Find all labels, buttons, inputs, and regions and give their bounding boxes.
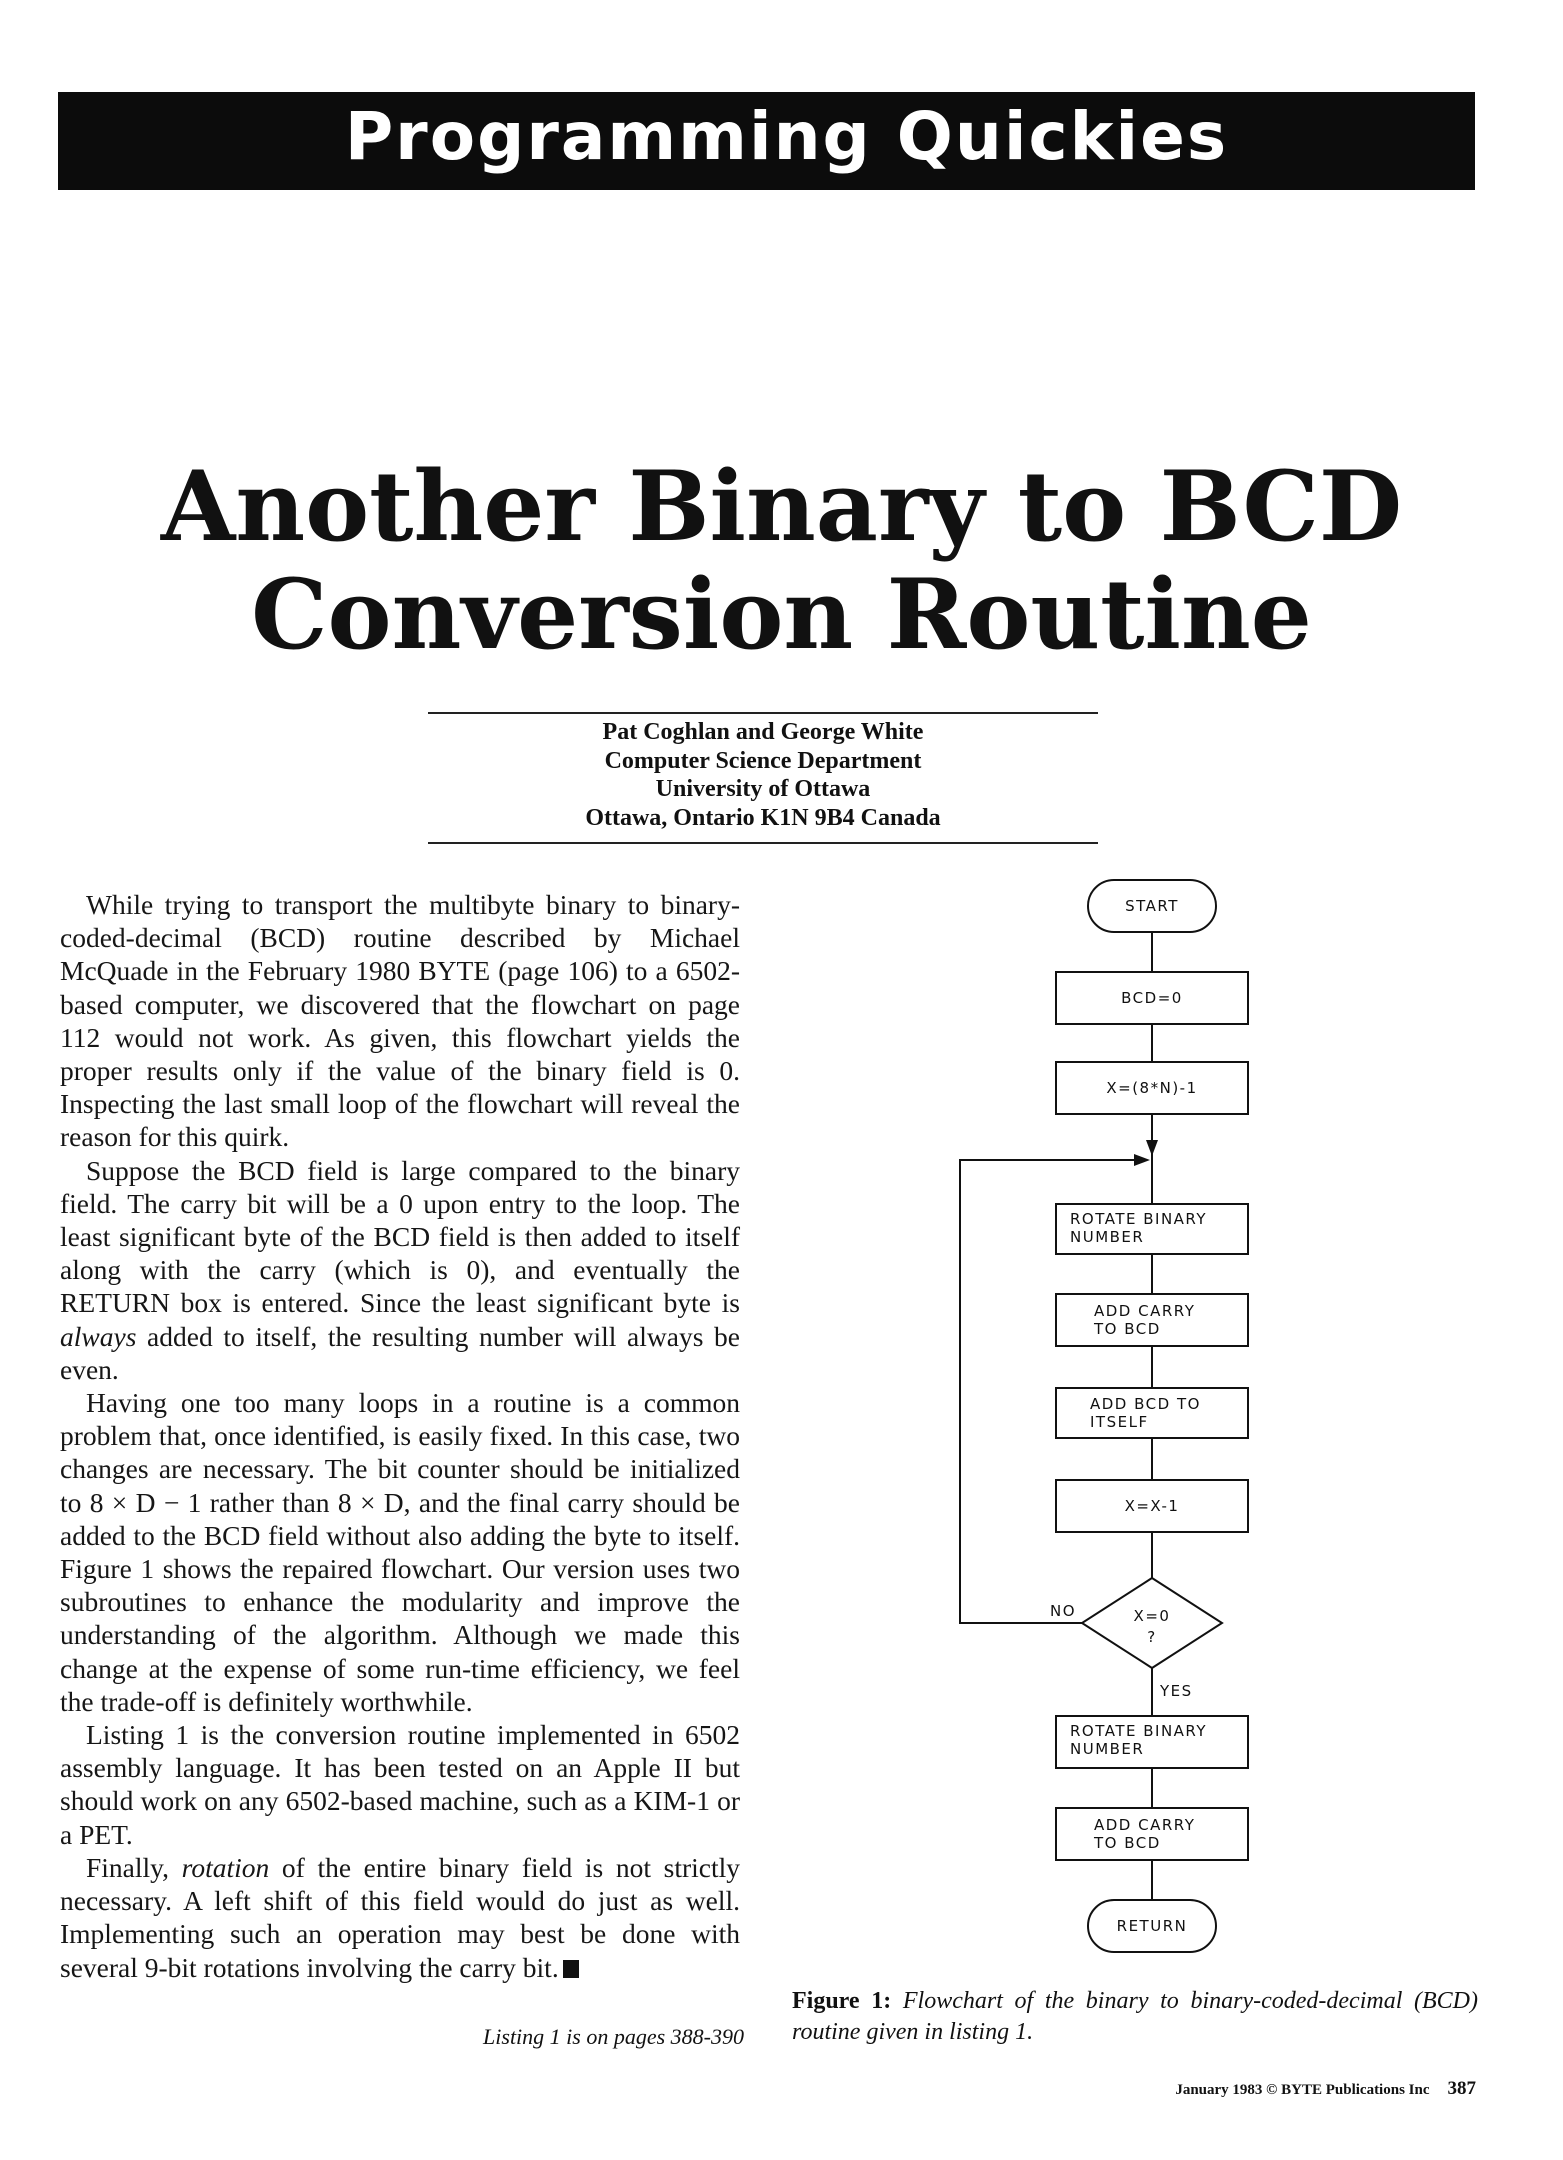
rotate-binary-label-2: NUMBER [1070, 1228, 1145, 1246]
figure-caption-label: Figure 1: [792, 1988, 892, 2014]
body-paragraph-5 [60, 1851, 740, 1984]
byline-department: Computer Science Department [604, 747, 922, 774]
body-paragraph-2 [60, 1154, 740, 1386]
add-carry-2-label-1: ADD CARRY [1094, 1816, 1196, 1834]
body-paragraph-3: Having one too many loops in a routine is a common problem that, once identified, is easily fixed. In this case, two changes are necessary. The bit counter should be initialized to 8 × D − 1 rather than 8 × D, and the final carry should be added to the BCD field without also adding the byte to itself. Figure 1 shows the repaired flowchart. Our version uses two subroutines to enhance the modularity and improve the understanding of the algorithm. Although we made this change at the expense of some run-time efficiency, we feel the trade-off is definitely worthwhile. [60, 1387, 740, 1717]
section-banner-title: Programming Quickies [344, 98, 1229, 175]
add-carry-2-label-2: TO BCD [1094, 1834, 1161, 1852]
add-carry-label-2: TO BCD [1094, 1320, 1161, 1338]
add-bcd-label-2: ITSELF [1090, 1413, 1149, 1431]
decision-label-1: X=0 [1133, 1607, 1171, 1625]
rotate-binary-label-1: ROTATE BINARY [1070, 1210, 1208, 1228]
end-of-article-mark [563, 1960, 579, 1978]
byline [428, 718, 1098, 832]
down-arrowhead [1146, 1140, 1158, 1156]
byline-address: Ottawa, Ontario K1N 9B4 Canada [585, 804, 941, 831]
article-title-line2: Conversion Routine [251, 558, 1312, 671]
decision-label-2: ? [1147, 1628, 1157, 1646]
decrement-label: X=X-1 [1124, 1497, 1180, 1515]
flowchart-figure [940, 870, 1360, 1970]
figure-caption [792, 1986, 1478, 2048]
section-banner [58, 92, 1475, 190]
body-paragraph-1: While trying to transport the multibyte binary to binary-coded-decimal (BCD) routine described by Michael McQuade in the February 1980 BYTE (page 106) to a 6502-based computer, we discovered that the flowchart on page 112 would not work. As given, this flowchart yields the proper results only if the value of the binary field is 0. Inspecting the last small loop of the flowchart will reveal the reason for this quirk. [60, 889, 740, 1153]
add-carry-label-1: ADD CARRY [1094, 1302, 1196, 1320]
footer-issue: January 1983 © BYTE Publications Inc [1175, 2082, 1430, 2098]
body-paragraph-5-emphasis: rotation [181, 1851, 270, 1883]
page-footer [1124, 2078, 1476, 2100]
bcd-init-label: BCD=0 [1121, 989, 1183, 1007]
byline-authors: Pat Coghlan and George White [602, 719, 924, 745]
figure-caption-text: Flowchart of the binary to binary-coded-decimal (BCD) routine given in listing 1. [792, 1988, 1479, 2045]
article-title-line1: Another Binary to BCD [160, 450, 1403, 563]
start-label: START [1125, 897, 1179, 915]
body-paragraph-5-part-b: of the entire binary field is not strictly necessary. A left shift of this field would do just as well. Implementing such an operation may best be done with several 9-bit rotations involving the carry bit. [60, 1851, 740, 1983]
yes-branch-label: YES [1160, 1682, 1193, 1700]
byline-bottom-rule [428, 842, 1098, 844]
rotate-binary-2-label-2: NUMBER [1070, 1740, 1145, 1758]
no-branch-label: NO [1050, 1602, 1077, 1620]
body-paragraph-2-emphasis: always [60, 1320, 137, 1352]
body-paragraph-2-part-a: Suppose the BCD field is large compared to the binary field. The carry bit will be a 0 upon entry to the loop. The least significant byte of the BCD field is then added to itself along with the carry (which is 0), and eventually the RETURN box is entered. Since the least significant byte is [60, 1154, 740, 1319]
body-paragraph-5-part-a: Finally, [86, 1851, 182, 1883]
footer-page-number: 387 [1447, 2078, 1476, 2099]
rotate-binary-2-label-1: ROTATE BINARY [1070, 1722, 1208, 1740]
byline-top-rule [428, 712, 1098, 714]
body-paragraph-4: Listing 1 is the conversion routine implemented in 6502 assembly language. It has been tested on an Apple II but should work on any 6502-based machine, such as a KIM-1 or a PET. [60, 1719, 740, 1850]
byline-university: University of Ottawa [655, 776, 871, 802]
return-label: RETURN [1116, 1917, 1188, 1935]
x-init-label: X=(8*N)-1 [1106, 1079, 1198, 1097]
article-body [60, 888, 740, 1984]
listing-note: Listing 1 is on pages 388-390 [483, 2024, 744, 2049]
add-bcd-label-1: ADD BCD TO [1090, 1395, 1201, 1413]
body-paragraph-2-part-b: added to itself, the resulting number will always be even. [60, 1320, 740, 1385]
loop-arrowhead [1134, 1154, 1150, 1166]
